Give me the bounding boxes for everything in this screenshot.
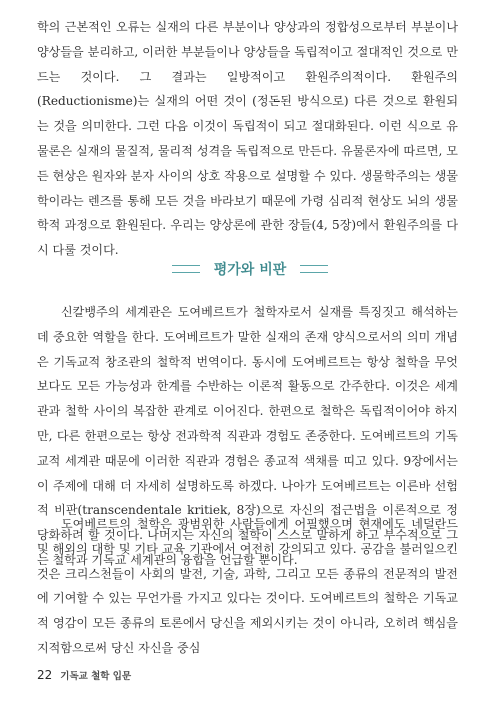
running-title: 기독교 철학 입문 [60,671,132,682]
heading-rule-right [300,265,328,273]
section-title: 평가와 비판 [213,262,287,278]
body-paragraph: 도여베르트의 철학은 광범위한 사람들에게 어필했으며 현재에도 네덜란드 및 해외의 대학 및 기타 교육 기관에서 여전히 강의되고 있다. 공감을 불러일으킨 것은 크리스천들이 사회의 발전, 기술, 과학, 그리고 모든 종류의 전문적의 발전에 기여할 수 있는 무언가를 가지고 있다는 것이다. 도여베르트의 철학은 기독교적 영감이 모든 종류의 토론에서 당신을 제외시키는 것이 아니라, 오히려 핵심을 지적함으로써 당신 자신을 중심 [37,517,458,655]
body-paragraph: 학의 근본적인 오류는 실재의 다른 부분이나 양상과의 정합성으로부터 부분이나 양상들을 분리하고, 이러한 부분들이나 양상들을 독립적이고 절대적인 것으로 만드는 것이다. 그 결과는 일방적이고 환원주의적이다. 환원주의(Reductionisme)는 실재의 어떤 것이 (정돈된 방식으로) 다른 것으로 환원되는 것을 의미한다. 그런 다음 이것이 독립적이 되고 절대화된다. 이런 식으로 유물론은 실재의 물질적, 물리적 성격을 독립적으로 만든다. 유물론자에 따르면, 모든 현상은 원자와 분자 사이의 상호 작용으로 설명할 수 있다. 생물학주의는 생물학이라는 렌즈를 통해 모든 것을 바라보기 때문에 가령 심리적 현상도 뇌의 생물학적 과정으로 환원된다. 우리는 양상론에 관한 장들(4, 5장)에서 환원주의를 다시 다룰 것이다. [37,20,458,258]
body-paragraph: 신칼뱅주의 세계관은 도여베르트가 철학자로서 실재를 특징짓고 해석하는 데 중요한 역할을 한다. 도여베르트가 말한 실재의 존재 양식으로서의 의미 개념은 기독교적 창조관의 철학적 번역이다. 동시에 도여베르트는 항상 철학을 무엇보다도 모든 가능성과 한계를 수반하는 이론적 활동으로 간주한다. 이것은 세계관과 철학 사이의 복잡한 관계로 이어진다. 한편으로 철학은 독립적이어야 하지만, 다른 한편으로는 항상 전과학적 직관과 경험도 존중한다. 도여베르트의 기독교적 세계관 때문에 이러한 직관과 경험은 종교적 색채를 띠고 있다. 9장에서는 이 주제에 대해 더 자세히 설명하도록 하겠다. 나아가 도여베르트는 이른바 선험적 비판(transcendentale kritiek, 8장)으로 자신의 접근법을 이론적으로 정당화하려 할 것이다. 나머지는 자신의 철학이 스스로 말하게 하고 부수적으로 그는 철학과 기독교 세계관의 융합을 언급할 뿐이다. [37,305,458,567]
heading-rule-left [172,265,200,273]
page-footer [37,668,131,682]
page-number: 22 [37,668,53,682]
section-heading [0,257,500,281]
